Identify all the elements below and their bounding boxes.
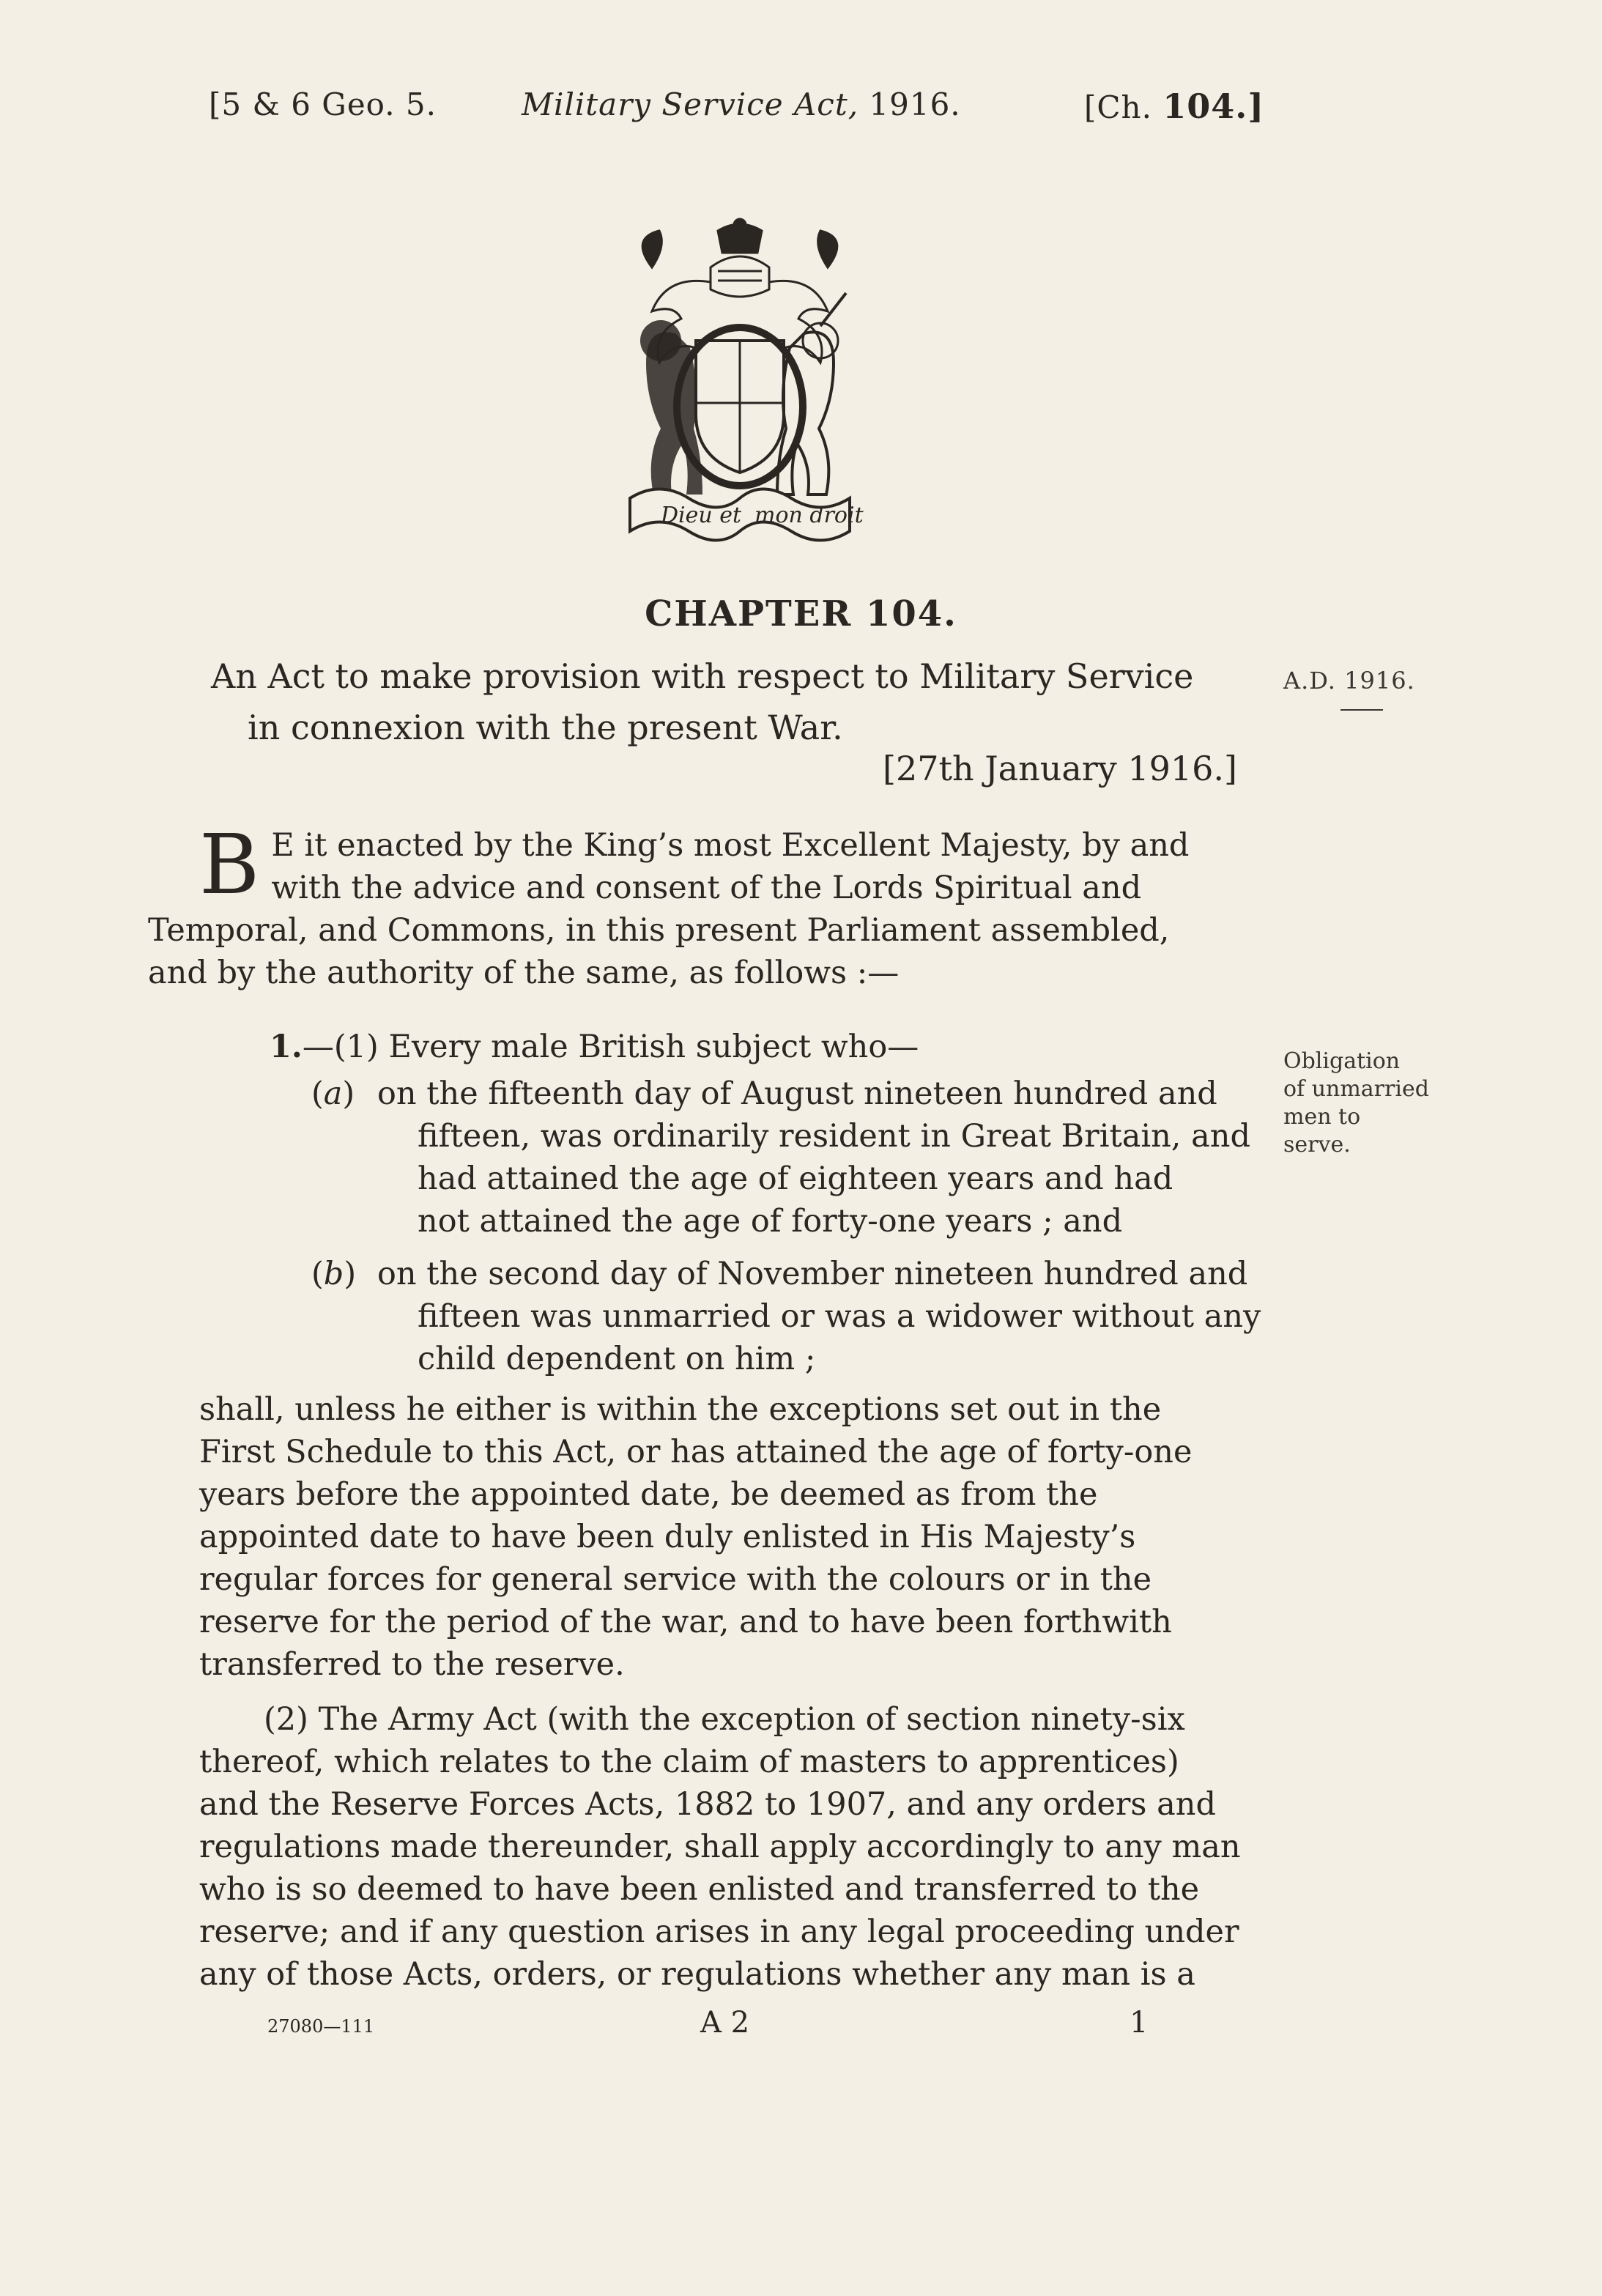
margin-year: A.D. 1916.: [1283, 667, 1415, 695]
clause-line: shall, unless he either is within the exceptions set out in the: [199, 1391, 1162, 1428]
para-line: had attained the age of eighteen years and had: [418, 1160, 1173, 1197]
para-line: fifteen, was ordinarily resident in Great Britain, and: [418, 1118, 1251, 1155]
long-title-line2: in connexion with the present War.: [248, 708, 843, 747]
signature-mark: A 2: [700, 2006, 750, 2040]
clause-line: (2) The Army Act (with the exception of section ninety-six: [264, 1701, 1185, 1738]
clause-line: First Schedule to this Act, or has attained the age of forty-one: [199, 1434, 1193, 1470]
margin-note-section1: [1283, 1048, 1429, 1159]
chapter-heading: CHAPTER 104.: [645, 593, 957, 634]
para-line: fifteen was unmarried or was a widower without any: [418, 1298, 1261, 1335]
running-header-chapter: [1084, 86, 1264, 126]
clause-line: transferred to the reserve.: [199, 1646, 625, 1683]
clause-line: reserve for the period of the war, and to have been forthwith: [199, 1604, 1172, 1640]
section-lead-text: —(1) Every male British subject who—: [302, 1029, 919, 1065]
section-1-operative-clause: [199, 1388, 1192, 1686]
para-line: not attained the age of forty-one years ; and: [418, 1203, 1123, 1240]
chapter-ref-number: 104.]: [1162, 86, 1265, 126]
clause-line: reserve; and if any question arises in any legal proceeding under: [199, 1914, 1239, 1950]
motto-right-text: mon droit: [754, 503, 864, 528]
act-year-text: 1916.: [869, 86, 961, 122]
motto-left-text: Dieu et: [661, 503, 742, 528]
printer-code: 27080—111: [267, 2016, 375, 2037]
act-title-text: Military Service Act,: [522, 86, 859, 122]
margin-note-line: Obligation: [1283, 1048, 1401, 1074]
margin-note-line: of unmarried: [1283, 1076, 1429, 1102]
para-letter-a: a: [323, 1075, 343, 1112]
para-letter-b: b: [323, 1256, 344, 1292]
royal-coat-of-arms-icon: [608, 216, 872, 549]
drop-cap: B: [199, 818, 260, 913]
clause-line: any of those Acts, orders, or regulations whether any man is a: [199, 1956, 1195, 1993]
margin-rule: [1340, 709, 1383, 711]
para-line: on the second day of November nineteen hundred and: [377, 1256, 1248, 1292]
enact-line: Temporal, and Commons, in this present Parliament assembled,: [148, 912, 1170, 949]
clause-line: regulations made thereunder, shall apply accordingly to any man: [199, 1829, 1241, 1865]
royal-assent-date: [27th January 1916.]: [883, 749, 1237, 788]
clause-line: and the Reserve Forces Acts, 1882 to 1907, and any orders and: [199, 1786, 1217, 1823]
enact-line: E it enacted by the King’s most Excellent Majesty, by and: [271, 827, 1190, 864]
paragraph-a: [311, 1073, 1250, 1243]
clause-line: who is so deemed to have been enlisted and transferred to the: [199, 1871, 1200, 1908]
para-line: on the fifteenth day of August nineteen hundred and: [377, 1075, 1217, 1112]
clause-line: appointed date to have been duly enlisted in His Majesty’s: [199, 1519, 1136, 1555]
paragraph-b: [311, 1253, 1261, 1380]
enact-line: and by the authority of the same, as follows :—: [148, 955, 900, 991]
clause-line: thereof, which relates to the claim of masters to apprentices): [199, 1744, 1179, 1780]
subsection-2: [199, 1698, 1241, 1996]
section-1-lead: [270, 1026, 919, 1068]
page-number: 1: [1130, 2006, 1149, 2040]
enact-line: with the advice and consent of the Lords Spiritual and: [271, 870, 1142, 906]
para-letter: (a): [311, 1075, 355, 1112]
chapter-ref-prefix: [Ch.: [1084, 89, 1152, 125]
running-header-act-title: [522, 86, 961, 122]
section-number: 1.: [270, 1029, 303, 1065]
long-title-line1: An Act to make provision with respect to Military Service: [211, 656, 1194, 696]
running-header-regnal-year: [5 & 6 Geo. 5.: [209, 86, 437, 122]
long-title: [211, 651, 1266, 753]
clause-line: regular forces for general service with the colours or in the: [199, 1561, 1152, 1598]
margin-note-line: serve.: [1283, 1132, 1351, 1158]
enacting-formula: [148, 818, 1261, 994]
clause-line: years before the appointed date, be deemed as from the: [199, 1476, 1098, 1513]
para-line: child dependent on him ;: [418, 1341, 816, 1377]
margin-note-line: men to: [1283, 1104, 1361, 1130]
para-letter: (b): [311, 1256, 357, 1292]
